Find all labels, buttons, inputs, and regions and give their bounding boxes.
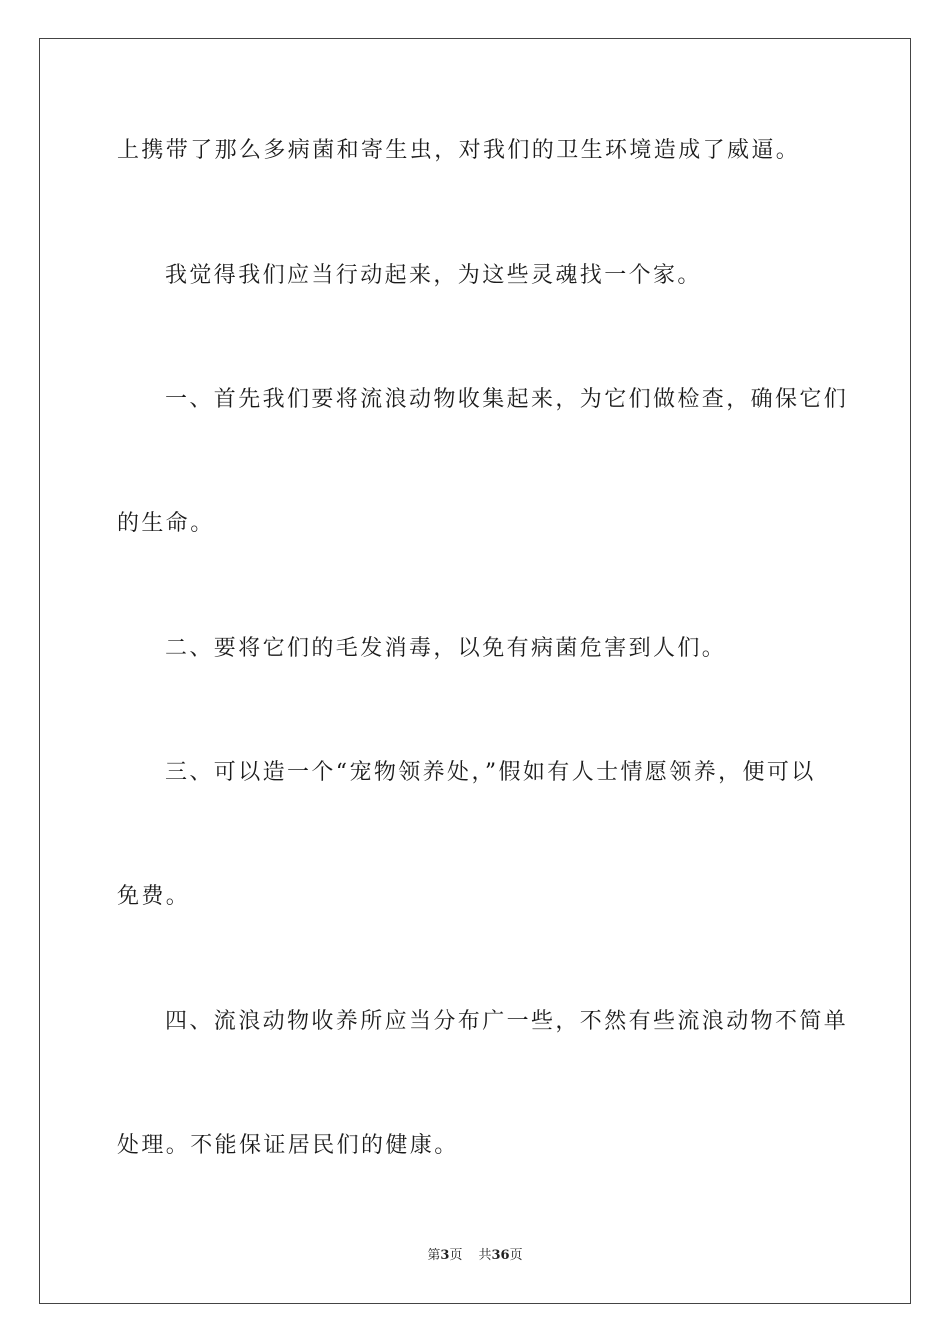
paragraph-line-4: 的生命。 [117,511,215,536]
page-footer [0,1246,950,1266]
page-number: 3 [440,1248,450,1263]
paragraph-line-8: 四、流浪动物收养所应当分布广一些，不然有些流浪动物不简单 [165,1009,849,1034]
total-prefix: 共 [478,1248,492,1263]
paragraph-line-5: 二、要将它们的毛发消毒，以免有病菌危害到人们。 [165,636,727,661]
paragraph-line-7: 免费。 [117,884,191,909]
paragraph-line-9: 处理。不能保证居民们的健康。 [117,1133,459,1158]
paragraph-line-2: 我觉得我们应当行动起来，为这些灵魂找一个家。 [165,263,702,288]
page-prefix: 第 [427,1248,441,1263]
total-suffix: 页 [509,1248,523,1263]
paragraph-line-3: 一、首先我们要将流浪动物收集起来，为它们做检查，确保它们 [165,387,849,412]
page-suffix: 页 [449,1248,463,1263]
page-frame [39,38,911,1304]
total-pages: 36 [491,1248,510,1263]
paragraph-line-6: 三、可以造一个“宠物领养处，”假如有人士情愿领养，便可以 [165,760,816,785]
paragraph-line-1: 上携带了那么多病菌和寄生虫，对我们的卫生环境造成了威逼。 [117,138,801,163]
